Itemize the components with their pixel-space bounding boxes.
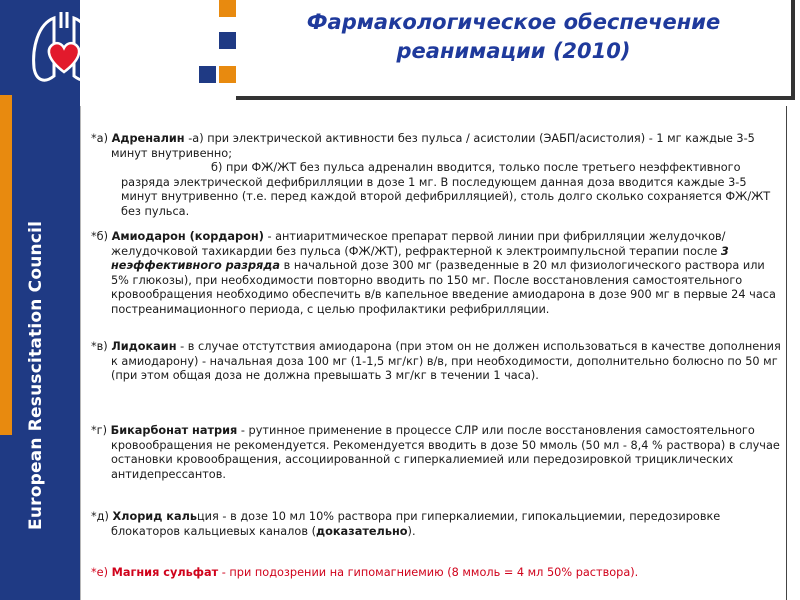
page-title bbox=[236, 8, 791, 66]
emphasis: 3 неэффективного разряда bbox=[111, 244, 729, 272]
drug-name: Адреналин bbox=[111, 132, 185, 145]
drug-name: Магния сульфат bbox=[111, 566, 219, 579]
item-amiodarone: *б) Амиодарон (кордарон) - антиаритмическое препарат первой линии при фибрилляции желудочков/желудочковой тахикардии без пульса (ФЖ/ЖТ), рефрактерной к электроимпульсной терапии после 3 неэффективного разряда в начальной дозе 300 мг (разведенные в 20 мл физиологического раствора или 5% глюкозы), при необходимости повторно вводить по 150 мг. После восстановления самостоятельного кровообращения необходимо обеспечить в/в капельное введение амиодарона в дозе 900 мг в первые 24 часа постреанимационного периода, с целью профилактики рефибрилляции. bbox=[91, 230, 776, 316]
item-adrenaline: *а) Адреналин -а) при электрической активности без пульса / асистолии (ЭАБП/асистолия) - 1 мг каждые 3-5 минут внутривенно; б) при ФЖ/ЖТ без пульса адреналин вводится, только после третьего неэффективного разряда электрической дефибрилляции в дозе 1 мг. В последующем данная доза вводится каждые 3-5 минут внутривенно (т.е. перед каждой второй дефибрилляцией), столь долго сколько сохраняется ФЖ/ЖТ без пульса. bbox=[91, 132, 771, 218]
item-lidocaine: *в) Лидокаин - в случае отстутствия амиодарона (при этом он не должен использоваться в качестве дополнения к амиодарону) - начальная доза 100 мг (1-1,5 мг/кг) в/в, при необходимости, дополнительно болюсно по 50 мг (при этом общая доза не должна превышать 3 мг/кг в течении 1 часа). bbox=[91, 340, 781, 382]
erc-heart-lungs-logo-icon bbox=[28, 10, 100, 100]
title-line-2: реанимации (2010) bbox=[396, 39, 631, 63]
decor-square bbox=[219, 0, 236, 17]
item-magnesium-sulfate: *е) Магния сульфат - при подозрении на гипомагниемию (8 ммоль = 4 мл 50% раствора). bbox=[91, 566, 639, 579]
emphasis: доказательно bbox=[315, 524, 408, 538]
divider bbox=[786, 106, 787, 600]
item-sodium-bicarbonate: *г) Бикарбонат натрия - рутинное применение в процессе СЛР или после восстановления самостоятельного кровообращения не рекомендуется. Рекомендуется вводить в дозе 50 ммоль (50 мл - 8,4 % раствора) в случае остановки кровообращения, ассоциированной с гиперкалиемией или передозировкой трициклических антидепрессантов. bbox=[91, 424, 780, 481]
title-line-1: Фармакологическое обеспечение bbox=[306, 10, 721, 34]
drug-name: Лидокаин bbox=[111, 340, 177, 353]
title-box bbox=[236, 0, 795, 100]
drug-name: Амиодарон (кордарон) bbox=[111, 230, 264, 243]
decor-square bbox=[219, 32, 236, 49]
item-calcium-chloride: *д) Хлорид кальция - в дозе 10 мл 10% раствора при гиперкалиемии, гипокальциемии, передозировке блокаторов кальциевых каналов (доказательно). bbox=[91, 510, 721, 538]
decor-square bbox=[199, 66, 216, 83]
vertical-organization-name: European Resuscitation Council bbox=[26, 220, 46, 530]
orange-strip bbox=[0, 95, 12, 435]
drug-name: Хлорид каль bbox=[112, 510, 197, 523]
decor-square bbox=[219, 66, 236, 83]
content-panel bbox=[80, 106, 794, 600]
drug-name: Бикарбонат натрия bbox=[110, 424, 238, 437]
